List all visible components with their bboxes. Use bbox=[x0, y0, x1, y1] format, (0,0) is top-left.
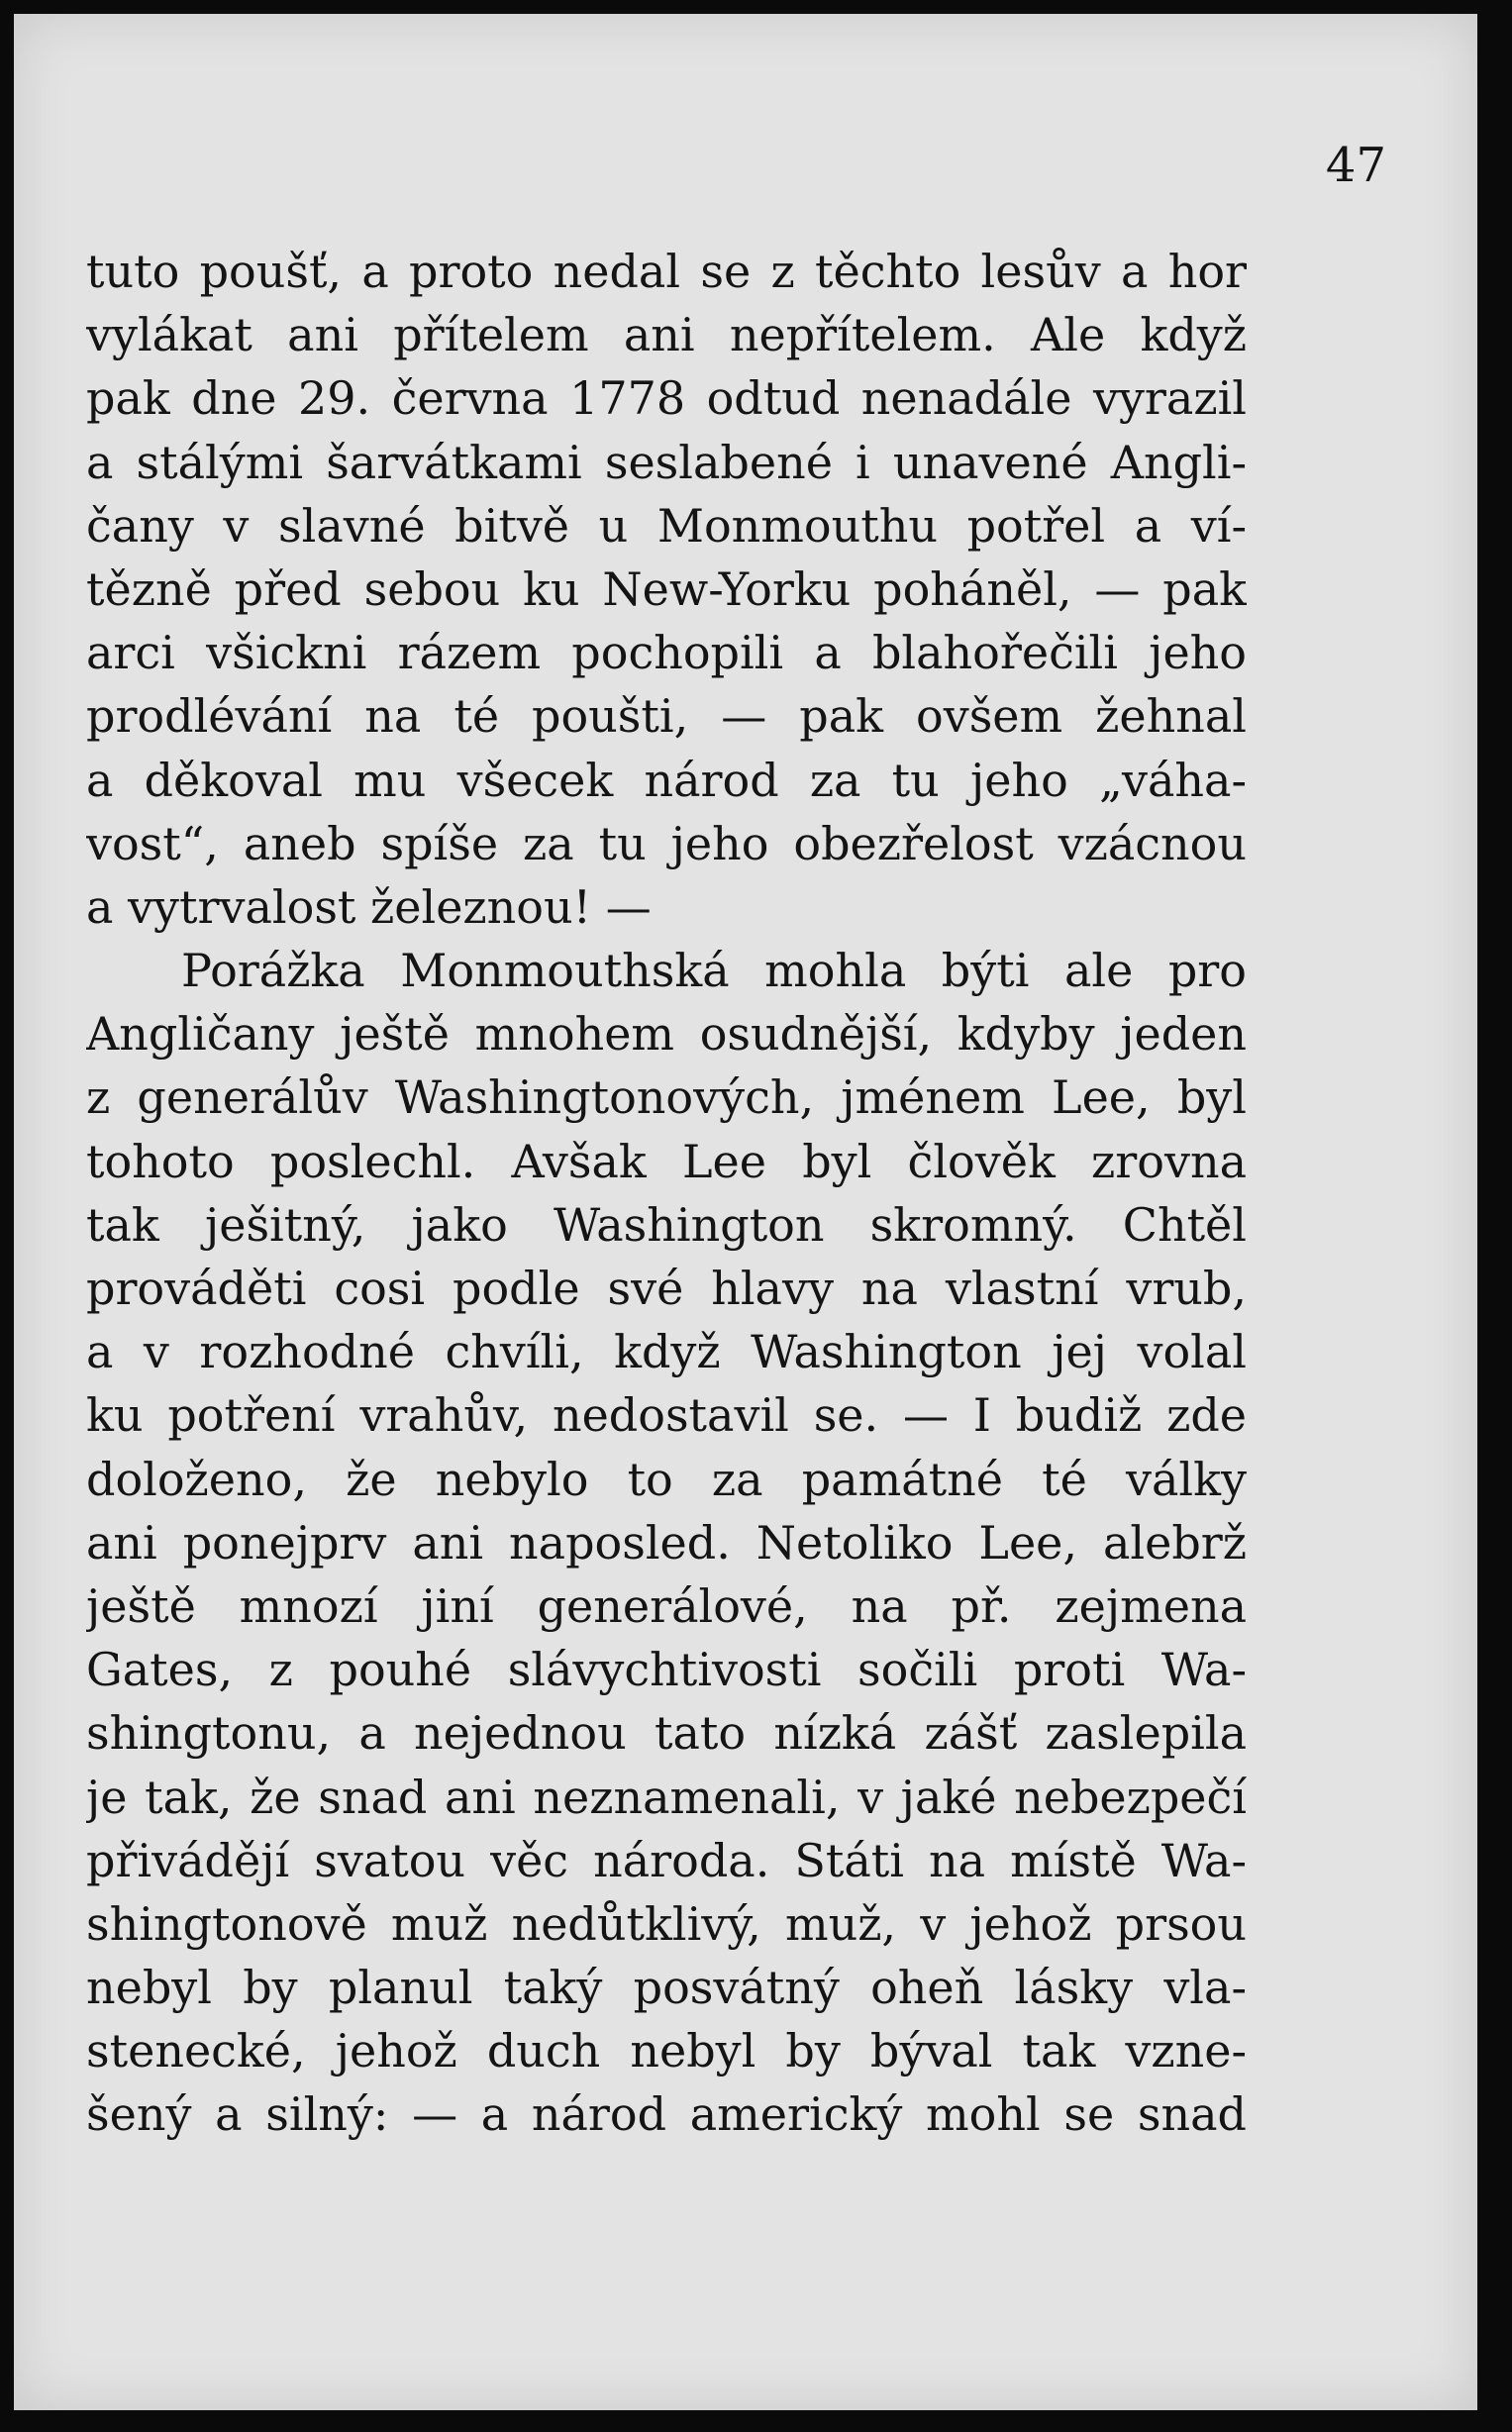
text-line: Gates, z pouhé slávychtivosti sočili proti Wa- bbox=[86, 1643, 1247, 1697]
text-line: shingtonově muž nedůtklivý, muž, v jehož prsou bbox=[86, 1896, 1247, 1951]
text-line: tězně před sebou ku New-Yorku poháněl, — pak bbox=[86, 561, 1247, 616]
text-line: prodlévání na té poušti, — pak ovšem žehnal bbox=[86, 689, 1247, 744]
book-page bbox=[14, 14, 1477, 2410]
text-line: vost“, aneb spíše za tu jeho obezřelost vzácnou bbox=[86, 816, 1247, 870]
text-line: prováděti cosi podle své hlavy na vlastní vrub, bbox=[86, 1262, 1247, 1315]
text-line: z generálův Washingtonových, jménem Lee, byl bbox=[86, 1070, 1247, 1125]
text-line: ani ponejprv ani naposled. Netoliko Lee, alebrž bbox=[86, 1515, 1247, 1570]
paragraph-start-line: Porážka Monmouthská mohla býti ale pro bbox=[181, 944, 1247, 998]
page-number: 47 bbox=[1325, 138, 1386, 193]
text-line: šený a silný: — a národ americký mohl se snad bbox=[86, 2087, 1247, 2142]
text-line: a v rozhodné chvíli, když Washington jej volal bbox=[86, 1325, 1247, 1379]
text-line: čany v slavné bitvě u Monmouthu potřel a ví- bbox=[86, 498, 1247, 553]
text-line: a stálými šarvátkami seslabené i unavené Angli- bbox=[86, 435, 1247, 489]
text-line: tak ješitný, jako Washington skromný. Chtěl bbox=[86, 1197, 1247, 1252]
text-line: přivádějí svatou věc národa. Státi na místě Wa- bbox=[86, 1833, 1247, 1887]
text-line: tohoto poslechl. Avšak Lee byl člověk zrovna bbox=[86, 1134, 1247, 1188]
text-line: ještě mnozí jiní generálové, na př. zejmena bbox=[86, 1578, 1247, 1633]
text-line: nebyl by planul taký posvátný oheň lásky vla- bbox=[86, 1961, 1247, 2015]
text-line: pak dne 29. června 1778 odtud nenadále vyrazil bbox=[86, 371, 1247, 426]
text-line: tuto poušť, a proto nedal se z těchto lesův a hor bbox=[86, 245, 1247, 298]
body-text bbox=[86, 240, 1247, 2147]
text-line: shingtonu, a nejednou tato nízká zášť zaslepila bbox=[86, 1706, 1247, 1761]
text-line: a děkoval mu všecek národ za tu jeho „váha- bbox=[86, 753, 1247, 807]
text-line: Angličany ještě mnohem osudnější, kdyby jeden bbox=[86, 1007, 1247, 1062]
text-line: doloženo, že nebylo to za památné té války bbox=[86, 1452, 1247, 1506]
text-line: a vytrvalost železnou! — bbox=[86, 879, 652, 934]
text-line: stenecké, jehož duch nebyl by býval tak vzne- bbox=[86, 2024, 1247, 2078]
text-line: je tak, že snad ani neznamenali, v jaké nebezpečí bbox=[86, 1770, 1247, 1824]
text-line: vylákat ani přítelem ani nepřítelem. Ale když bbox=[86, 308, 1247, 362]
text-line: ku potření vrahův, nedostavil se. — I budiž zde bbox=[86, 1388, 1247, 1443]
text-line: arci všickni rázem pochopili a blahořečili jeho bbox=[86, 626, 1247, 680]
